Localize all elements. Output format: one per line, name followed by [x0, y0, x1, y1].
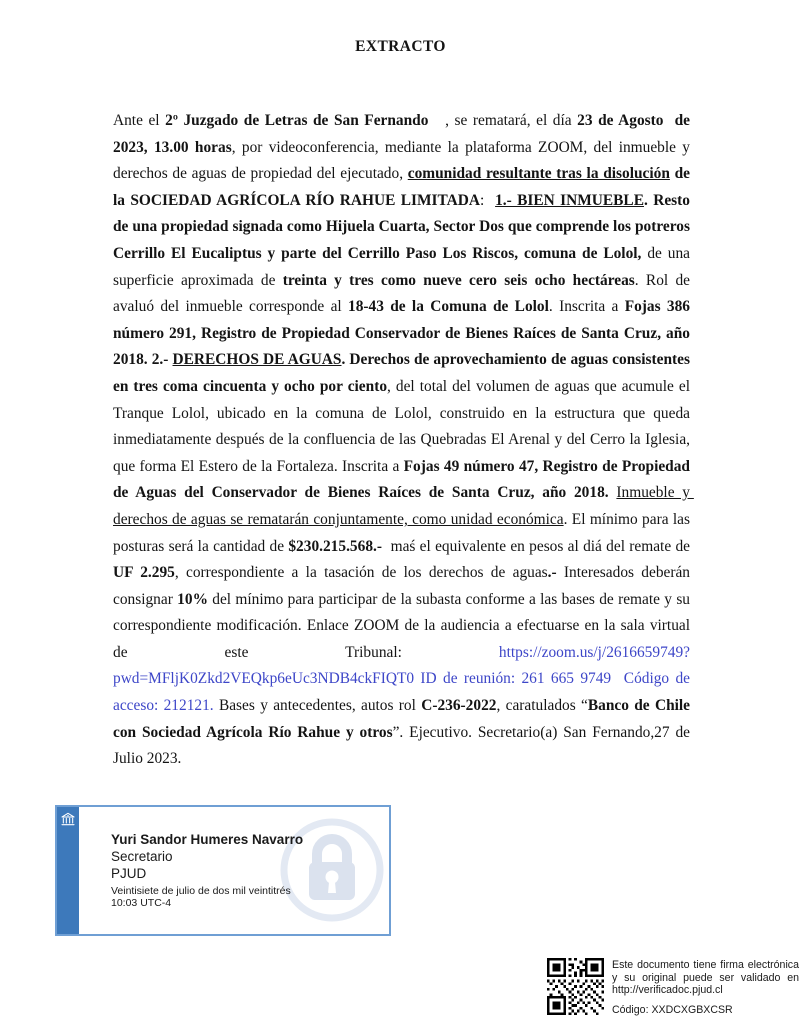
text-segment: Fojas 386 número 291, Registro de Propiedad Conservador de Bienes Raíces de Santa Cruz, año 2018. 2.- [113, 298, 694, 369]
text-segment: ”. Ejecutivo. Secretario(a) San Fernando,27 de Julio 2023. [113, 723, 694, 768]
verification-text: Este documento tiene firma electrónica y su original puede ser validado en http://verificadoc.pjud.cl [612, 959, 799, 997]
text-segment: C-236-2022 [421, 697, 497, 715]
text-segment: . El mínimo para las posturas será la cantidad de [113, 510, 694, 555]
text-segment: . [643, 191, 654, 209]
text-segment: Ante el [113, 112, 166, 129]
zoom-meeting-link[interactable]: https://zoom.us/j/2616659749?pwd=MFljK0Zkd2VEQkp6eUc3NDB4ckFIQT0 ID de reunión: 261 665 9749 Código de acceso: 212121. [113, 643, 694, 715]
text-segment: , correspondiente a la tasación de los derechos de aguas [174, 564, 548, 582]
signature-time: 10:03 UTC-4 [111, 897, 172, 909]
text-segment: $230.215.568.- [288, 537, 382, 555]
text-segment: Interesados deberán consignar [113, 564, 694, 608]
bank-building-icon [60, 811, 76, 827]
text-segment: de la SOCIEDAD AGRÍCOLA RÍO RAHUE LIMITADA [113, 165, 694, 209]
text-segment: treinta y tres como nueve cero seis ocho hectáreas [282, 271, 635, 289]
qr-code [547, 958, 604, 1015]
text-segment: Bases y antecedentes, autos rol [213, 697, 422, 715]
signature-blue-bar [57, 807, 79, 934]
text-segment: de una superficie aproximada de [113, 244, 694, 289]
text-segment: 1.- BIEN INMUEBLE [495, 191, 644, 209]
text-segment: maś el equivalente en pesos al diá del remate de [381, 537, 694, 555]
text-segment: 2º Juzgado de Letras de San Fernando [165, 112, 429, 129]
text-segment: Fojas 49 número 47, Registro de Propiedad de Aguas del Conservador de Bienes Raíces de Santa Cruz, año 2018. [113, 457, 694, 502]
signature-date: Veintisiete de julio de dos mil veintitrés [111, 885, 291, 897]
text-segment: comunidad resultante tras la disolución [407, 165, 670, 183]
signature-details [111, 831, 331, 909]
document-body-paragraph [113, 108, 694, 773]
text-segment: del mínimo para participar de la subasta conforme a las bases de remate y su correspondiente modificación. Enlace ZOOM de la audiencia a efectuarse en la sala virtual de este Tribunal: [113, 590, 694, 661]
document-title: EXTRACTO [355, 38, 446, 55]
text-segment: , caratulados “ [496, 697, 588, 715]
text-segment: 10% [177, 590, 208, 608]
text-segment: Banco de Chile con Sociedad Agrícola Río Rahue y otros [113, 697, 694, 741]
signer-role: Secretario [111, 849, 173, 864]
text-segment: , del total del volumen de aguas que acumule el Tranque Lolol, ubicado en la comuna de Lolol, construido en la estructura que queda inmediatamente después de la confluencia de las Quebradas El Arenal y del Cerro la Iglesia, que forma El Estero de la Fortaleza. Inscrita a [113, 377, 694, 475]
text-segment: , por videoconferencia, mediante la plataforma ZOOM, del inmueble y derechos de aguas de propiedad del ejecutado, [113, 138, 694, 183]
text-segment: , se rematará, el día [428, 112, 578, 129]
text-segment: .- [547, 564, 557, 582]
text-segment: DERECHOS DE AGUAS [172, 351, 342, 369]
verification-code: Código: XXDCXGBXCSR [612, 1004, 733, 1016]
text-segment: : [480, 191, 496, 209]
text-segment: . Derechos de aprovechamiento de aguas consistentes en tres coma cincuenta y ocho por ciento [113, 351, 694, 395]
text-segment: UF 2.295 [113, 564, 175, 582]
text-segment: 23 de Agosto de 2023, 13.00 horas [113, 112, 694, 156]
text-segment: Inmueble y derechos de aguas se rematarán conjuntamente, como unidad económica [113, 484, 694, 528]
text-segment: 18-43 de la Comuna de Lolol [348, 298, 549, 316]
signer-name: Yuri Sandor Humeres Navarro [111, 832, 304, 847]
signer-institution: PJUD [111, 866, 147, 881]
text-segment: . Inscrita a [548, 298, 625, 316]
text-segment: . Rol de avaluó del inmueble corresponde al [113, 271, 694, 316]
electronic-signature-card [55, 805, 391, 936]
text-segment: Resto de una propiedad signada como Hijuela Cuarta, Sector Dos que comprende los potreros Cerrillo El Eucaliptus y parte del Cerrillo Paso Los Riscos, comuna de Lolol, [113, 191, 694, 262]
